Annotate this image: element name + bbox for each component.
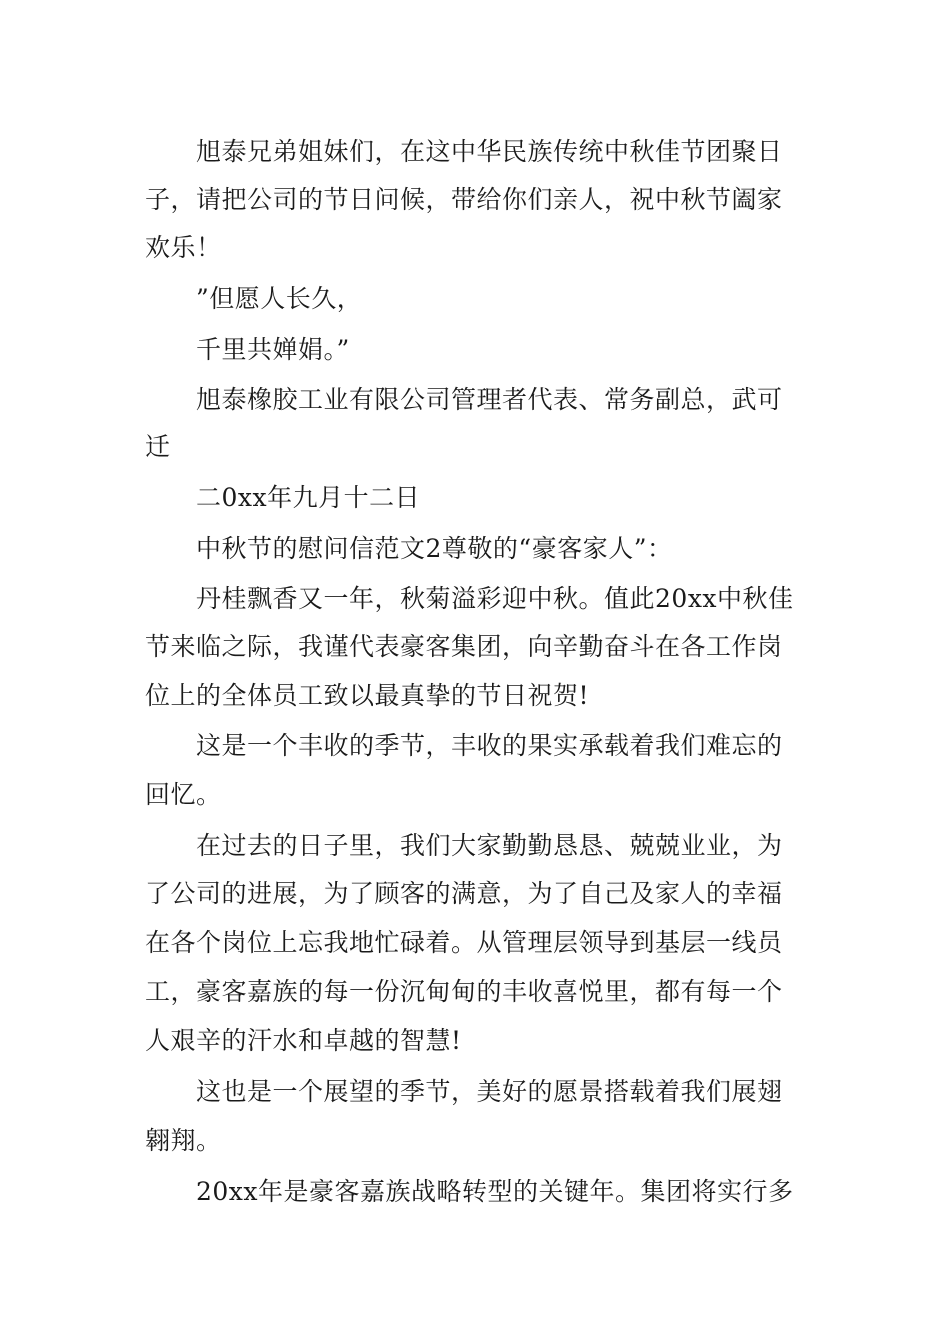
- paragraph-line: 人艰辛的汗水和卓越的智慧!: [145, 1026, 462, 1055]
- paragraph-line: 回忆。: [145, 780, 222, 809]
- paragraph-line: 在各个岗位上忘我地忙碌着。从管理层领导到基层一线员: [145, 928, 783, 957]
- paragraph-line: 这是一个丰收的季节，丰收的果实承载着我们难忘的: [196, 731, 783, 760]
- paragraph-line: 旭泰兄弟姐妹们，在这中华民族传统中秋佳节团聚日: [196, 137, 783, 166]
- paragraph-line: 丹桂飘香又一年，秋菊溢彩迎中秋。值此20xx中秋佳: [196, 584, 794, 613]
- section-heading: 中秋节的慰问信范文2尊敬的“豪客家人”：: [196, 534, 673, 563]
- paragraph-line: 翱翔。: [145, 1126, 222, 1155]
- paragraph-line: 迁: [145, 432, 171, 461]
- paragraph-line: 节来临之际，我谨代表豪客集团，向辛勤奋斗在各工作岗: [145, 632, 783, 661]
- paragraph-line: 这也是一个展望的季节，美好的愿景搭载着我们展翅: [196, 1077, 783, 1106]
- paragraph-line: ”但愿人长久，: [196, 284, 363, 313]
- paragraph-line: 20xx年是豪客嘉族战略转型的关键年。集团将实行多: [196, 1177, 794, 1206]
- paragraph-line: 旭泰橡胶工业有限公司管理者代表、常务副总，武可: [196, 385, 783, 414]
- paragraph-line: 在过去的日子里，我们大家勤勤恳恳、兢兢业业，为: [196, 831, 783, 860]
- paragraph-line: 子，请把公司的节日问候，带给你们亲人，祝中秋节阖家: [145, 185, 783, 214]
- paragraph-line: 千里共婵娟。”: [196, 335, 350, 364]
- date-line: 二0xx年九月十二日: [196, 483, 421, 512]
- paragraph-line: 了公司的进展，为了顾客的满意，为了自己及家人的幸福: [145, 879, 783, 908]
- paragraph-line: 欢乐！: [145, 233, 222, 262]
- paragraph-line: 位上的全体员工致以最真挚的节日祝贺!: [145, 681, 590, 710]
- paragraph-line: 工，豪客嘉族的每一份沉甸甸的丰收喜悦里，都有每一个: [145, 977, 783, 1006]
